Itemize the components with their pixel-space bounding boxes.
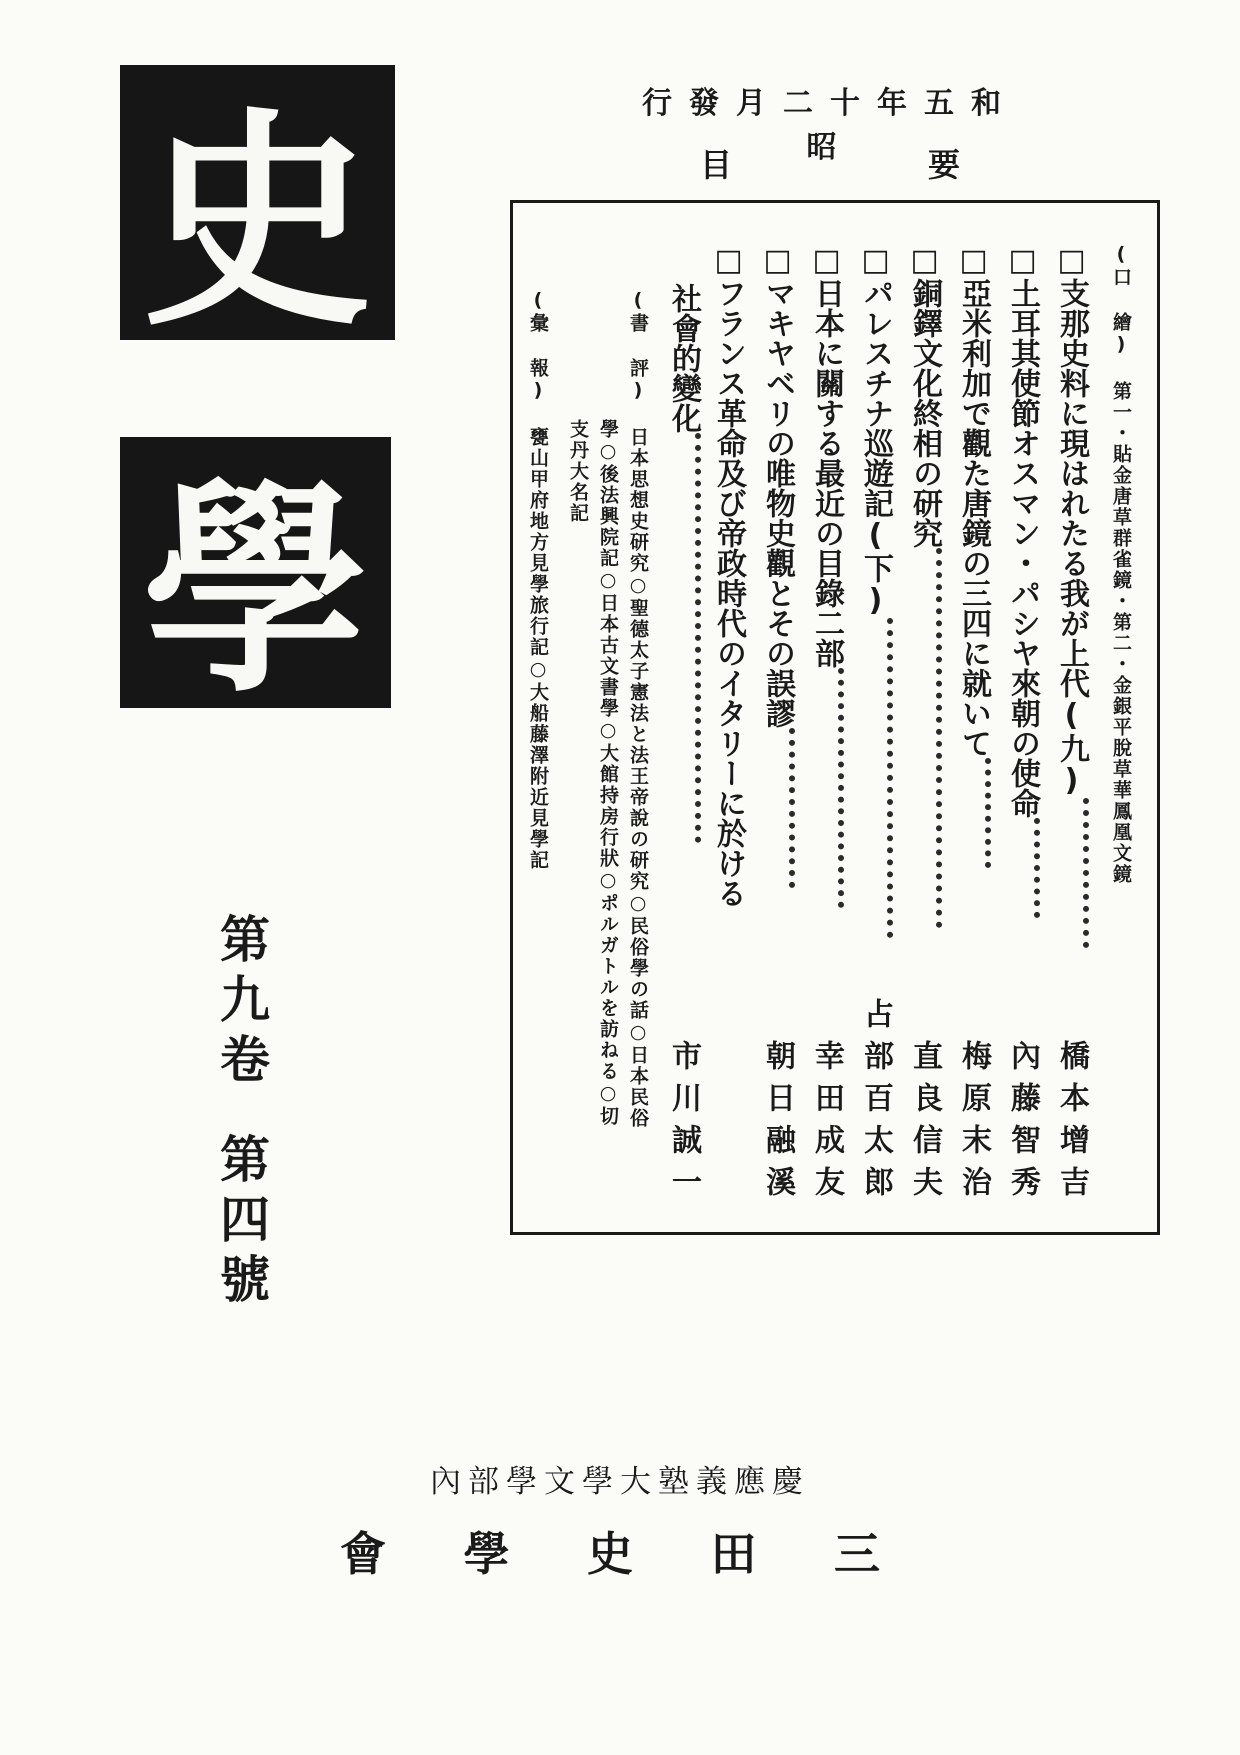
volume-char: 第 [220,910,288,969]
book-review-entry [625,289,652,1129]
toc-article-title: □支那史料に現はれたる我が上代(九) [1049,243,1093,948]
publisher-name [340,1518,880,1584]
toc-article-author: 直良信夫 [907,1040,942,1208]
contents-heading [700,140,960,186]
book-review-label: (書 評) [627,289,649,403]
toc-article-title: □亞米利加で觀た唐鏡の三四に就いて [951,243,995,868]
volume-issue-info [220,910,288,1380]
toc-article-title: □パレスチナ巡遊記(下) [853,243,897,938]
frontispiece-label: (口 繪) [1110,243,1132,357]
toc-article-author: 內藤智秀 [1005,1040,1040,1208]
toc-article-author: 占部百太郎 [858,998,893,1208]
contents-heading-char: 要 [927,146,960,184]
volume-char: 卷 [220,1030,288,1089]
title-block-shi [120,65,395,357]
toc-article-author: 市川誠一 [666,1040,701,1208]
toc-article-title: □銅鐸文化終相の研究 [902,243,946,928]
publisher-char: 三 [834,1527,880,1581]
publisher-char: 田 [710,1527,757,1581]
publisher-char: 學 [463,1527,510,1581]
issue-char: 第 [220,1130,288,1189]
contents-heading-char: 目 [700,146,733,184]
volume-char: 九 [220,970,288,1029]
title-character: 學 [143,459,368,723]
news-entry [525,289,552,871]
issue-char: 號 [220,1250,288,1309]
publisher-affiliation: 內部學文學大塾義應慶 [430,1464,810,1500]
toc-article-title: □フランス革命及び帝政時代のイタリーに於ける [711,243,746,908]
toc-article-title-continued: 社會的變化 [661,283,705,843]
toc-article-author: 梅原末治 [956,1040,991,1208]
toc-article-title: □日本に關する最近の目錄二部 [804,243,848,908]
toc-article-title: □マキヤベリの唯物史觀とその誤謬 [755,243,799,888]
news-label: (彙 報) [527,289,549,403]
toc-article-author: 橋本增吉 [1054,1040,1089,1208]
toc-article-title: □土耳其使節オスマン・パシヤ來朝の使命 [1000,243,1044,918]
publisher-char: 史 [587,1527,633,1581]
toc-article-author: 幸田成友 [809,1040,844,1208]
publisher-char: 會 [340,1527,386,1581]
table-of-contents [510,200,1160,1235]
publication-date: 行發月二十年五和昭 [642,86,1018,165]
issue-char: 四 [220,1190,288,1249]
frontispiece-text: 第一・貼金唐草群雀鏡・第二・金銀平脫草華鳳凰文鏡 [1110,381,1132,885]
frontispiece-entry [1108,243,1135,885]
book-review-text: 日本思想史研究○聖德太子憲法と法王帝說の研究○民俗學の話○日本民俗 [627,427,649,1129]
news-text: 甕山甲府地方見學旅行記○大船藤澤附近見學記 [527,427,549,871]
title-character: 史 [142,87,373,357]
title-block-gaku [120,437,391,723]
book-review-text-continued: 支丹大名記 [567,419,589,524]
toc-article-author: 朝日融溪 [760,1040,795,1208]
book-review-text-continued: 學○後法興院記○日本古文書學○大館持房行狀○ポルガトルを訪ねる○切 [597,419,619,1127]
